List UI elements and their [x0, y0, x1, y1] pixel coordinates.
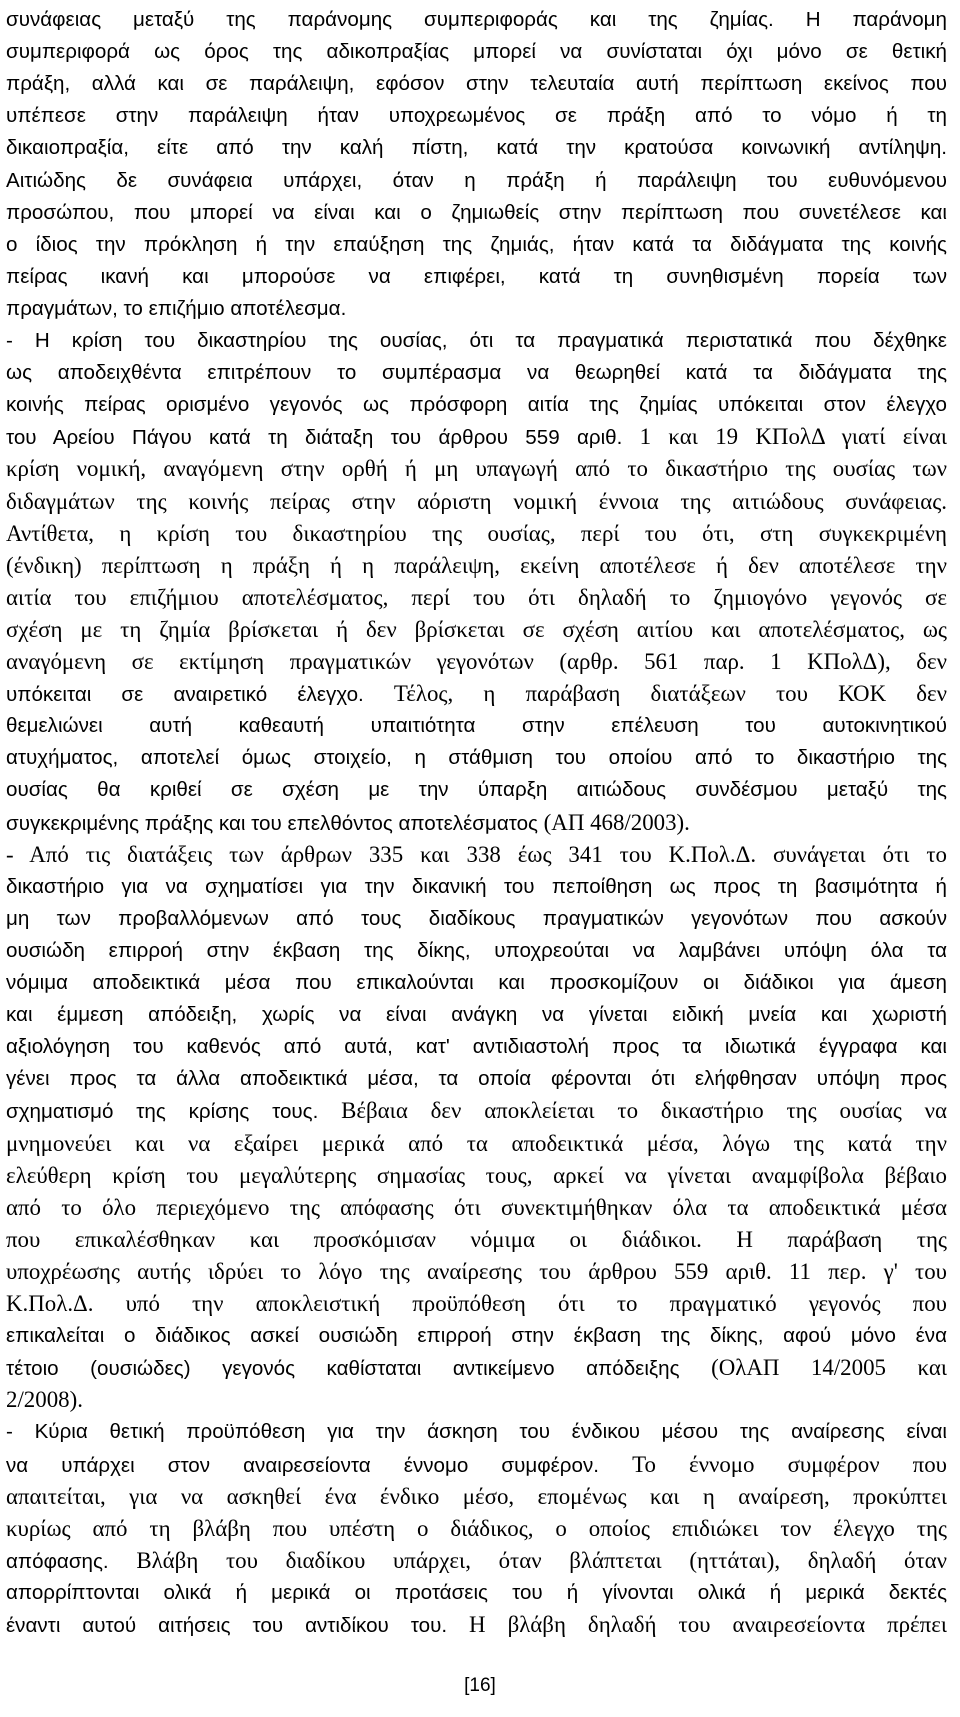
- text-line: απορρίπτονται ολικά ή μερικά οι προτάσεις του ή γίνονται ολικά ή μερικά δεκτές: [6, 1580, 947, 1604]
- text-line: 2/2008).: [6, 1387, 83, 1413]
- text-line: από το όλο περιεχόμενο της απόφασης ότι συνεκτιμήθηκαν όλα τα αποδεικτικά μέσα: [6, 1194, 947, 1220]
- text-line: κυρίως από τη βλάβη που υπέστη ο διάδικος, ο οποίος επιδιώκει τον έλεγχο της: [6, 1515, 947, 1541]
- text-line: μνημονεύει και να εξαίρει μερικά από τα αποδεικτικά μέσα, λόγω της κατά την: [6, 1130, 947, 1156]
- text-line: ουσιώδη επιρροή στην έκβαση της δίκης, υποχρεούται να λαμβάνει υπόψη όλα τα: [6, 938, 947, 962]
- text-line: υποχρέωσης αυτής ιδρύει το λόγο της αναίρεσης του άρθρου 559 αριθ. 11 περ. γ' του: [6, 1258, 947, 1284]
- text-line: κρίση νομική, αναγόμενη στην ορθή ή μη υπαγωγή από το δικαστήριο της ουσίας των: [6, 456, 947, 482]
- text-line: σχέση με τη ζημία βρίσκεται ή δεν βρίσκεται σε σχέση αιτίου και αποτελέσματος, ως: [6, 616, 947, 642]
- text-line: ως αποδειχθέντα επιτρέπουν το συμπέρασμα να θεωρηθεί κατά τα διδάγματα της: [6, 361, 947, 385]
- page-number: [16]: [464, 1675, 496, 1696]
- text-line: συνάφειας μεταξύ της παράνομης συμπεριφοράς και της ζημίας. Η παράνομη: [6, 8, 947, 31]
- text-line: αξιολόγηση του καθενός από αυτά, κατ' αντιδιαστολή προς τα ιδιωτικά έγγραφα και: [6, 1035, 947, 1059]
- text-line: (ένδικη) περίπτωση η πράξη ή η παράλειψη, εκείνη αποτέλεσε ή δεν αποτέλεσε την: [6, 552, 947, 578]
- text-line: που επικαλέσθηκαν και προσκόμισαν νόμιμα οι διάδικοι. Η παράβαση της: [6, 1226, 947, 1252]
- text-line: Κ.Πολ.Δ. υπό την αποκλειστική προϋπόθεση ότι το πραγματικό γεγονός που: [6, 1291, 947, 1316]
- text-line: - Κύρια θετική προϋπόθεση για την άσκηση του ένδικου μέσου της αναίρεσης είναι: [6, 1420, 947, 1444]
- text-line: τέτοιο (ουσιώδες) γεγονός καθίσταται αντικείμενο απόδειξης (ΟλΑΠ 14/2005 και: [6, 1355, 947, 1381]
- text-line: γένει προς τα άλλα αποδεικτικά μέσα, τα οποία φέρονται ότι ελήφθησαν υπόψη προς: [6, 1067, 947, 1091]
- text-line: ελεύθερη κρίση του μεγαλύτερης σημασίας τους, αρκεί να γίνεται αναμφίβολα βέβαιο: [6, 1162, 947, 1188]
- text-line: απαιτείται, για να ασκηθεί ένα ένδικο μέσο, επομένως και η αναίρεση, προκύπτει: [6, 1483, 947, 1509]
- text-line: νόμιμα αποδεικτικά μέσα που επικαλούνται και προσκομίζουν οι διάδικοι για άμεση: [6, 971, 947, 994]
- text-line: πείρας ικανή και μπορούσε να επιφέρει, κατά τη συνηθισμένη πορεία των: [6, 264, 947, 288]
- text-line: - Από τις διατάξεις των άρθρων 335 και 338 έως 341 του Κ.Πολ.Δ. συνάγεται ότι το: [6, 841, 947, 867]
- text-line: Αιτιώδης δε συνάφεια υπάρχει, όταν η πράξη ή παράλειψη του ευθυνόμενου: [6, 168, 947, 192]
- document-page: [6, 0, 947, 1717]
- text-line: προσώπου, που μπορεί να είναι και ο ζημιωθείς στην περίπτωση που συνετέλεσε και: [6, 200, 947, 224]
- text-line: συμπεριφορά ως όρος της αδικοπραξίας μπορεί να συνίσταται όχι μόνο σε θετική: [6, 40, 947, 64]
- text-line: κοινής πείρας ορισμένο γεγονός ως πρόσφορη αιτία της ζημίας υπόκειται στον έλεγχο: [6, 393, 947, 417]
- text-line: έναντι αυτού αιτήσεις του αντιδίκου του. Η βλάβη δηλαδή του αναιρεσείοντα πρέπει: [6, 1612, 947, 1637]
- text-line: σχηματισμό της κρίσης τους. Βέβαια δεν αποκλείεται το δικαστήριο της ουσίας να: [6, 1098, 947, 1124]
- text-line: ατυχήματος, αποτελεί όμως στοιχείο, η στάθμιση του οποίου από το δικαστήριο της: [6, 746, 947, 770]
- text-line: διδαγμάτων της κοινής πείρας στην αόριστη νομική έννοια της αιτιώδους συνάφειας.: [6, 488, 947, 514]
- text-line: αιτία του επιζήμιου αποτελέσματος, περί του ότι δηλαδή το ζημιογόνο γεγονός σε: [6, 584, 947, 610]
- text-line: δικαιοπραξία, είτε από την καλή πίστη, κατά την κρατούσα κοινωνική αντίληψη.: [6, 136, 947, 160]
- text-line: μη των προβαλλόμενων από τους διαδίκους πραγματικών γεγονότων που ασκούν: [6, 906, 947, 930]
- text-line: συγκεκριμένης πράξης και του επελθόντος αποτελέσματος (ΑΠ 468/2003).: [6, 809, 690, 835]
- text-line: του Αρείου Πάγου κατά τη διάταξη του άρθρου 559 αριθ. 1 και 19 ΚΠολΔ γιατί είναι: [6, 424, 947, 450]
- text-line: αναγόμενη σε εκτίμηση πραγματικών γεγονότων (αρθρ. 561 παρ. 1 ΚΠολΔ), δεν: [6, 649, 947, 674]
- text-line: και έμμεση απόδειξη, χωρίς να είναι ανάγκη να γίνεται ειδική μνεία και χωριστή: [6, 1003, 947, 1027]
- text-line: - Η κρίση του δικαστηρίου της ουσίας, ότι τα πραγματικά περιστατικά που δέχθηκε: [6, 329, 947, 352]
- text-line: ουσίας θα κριθεί σε σχέση με την ύπαρξη αιτιώδους συνδέσμου μεταξύ της: [6, 778, 947, 802]
- text-line: υπόκειται σε αναιρετικό έλεγχο. Τέλος, η παράβαση διατάξεων του ΚΟΚ δεν: [6, 681, 947, 707]
- text-line: Αντίθετα, η κρίση του δικαστηρίου της ουσίας, περί του ότι, στη συγκεκριμένη: [6, 520, 947, 546]
- text-line: δικαστήριο για να σχηματίσει για την δικανική του πεποίθηση ως προς τη βασιμότητα ή: [6, 874, 947, 898]
- text-line: πράξη, αλλά και σε παράλειψη, εφόσον στην τελευταία αυτή περίπτωση εκείνος που: [6, 72, 947, 96]
- text-line: επικαλείται ο διάδικος ασκεί ουσιώδη επιρροή στην έκβαση της δίκης, αφού μόνο ένα: [6, 1324, 947, 1348]
- text-line: απόφασης. Βλάβη του διαδίκου υπάρχει, όταν βλάπτεται (ηττάται), δηλαδή όταν: [6, 1547, 947, 1573]
- text-line: ο ίδιος την πρόκληση ή την επαύξηση της ζημιάς, ήταν κατά τα διδάγματα της κοινής: [6, 232, 947, 256]
- text-line: πραγμάτων, το επιζήμιο αποτέλεσμα.: [6, 296, 347, 320]
- text-line: υπέπεσε στην παράλειψη ήταν υποχρεωμένος σε πράξη από το νόμο ή τη: [6, 104, 947, 128]
- text-line: να υπάρχει στον αναιρεσείοντα έννομο συμφέρον. Το έννομο συμφέρον που: [6, 1451, 947, 1477]
- text-line: θεμελιώνει αυτή καθεαυτή υπαιτιότητα στην επέλευση του αυτοκινητικού: [6, 714, 947, 738]
